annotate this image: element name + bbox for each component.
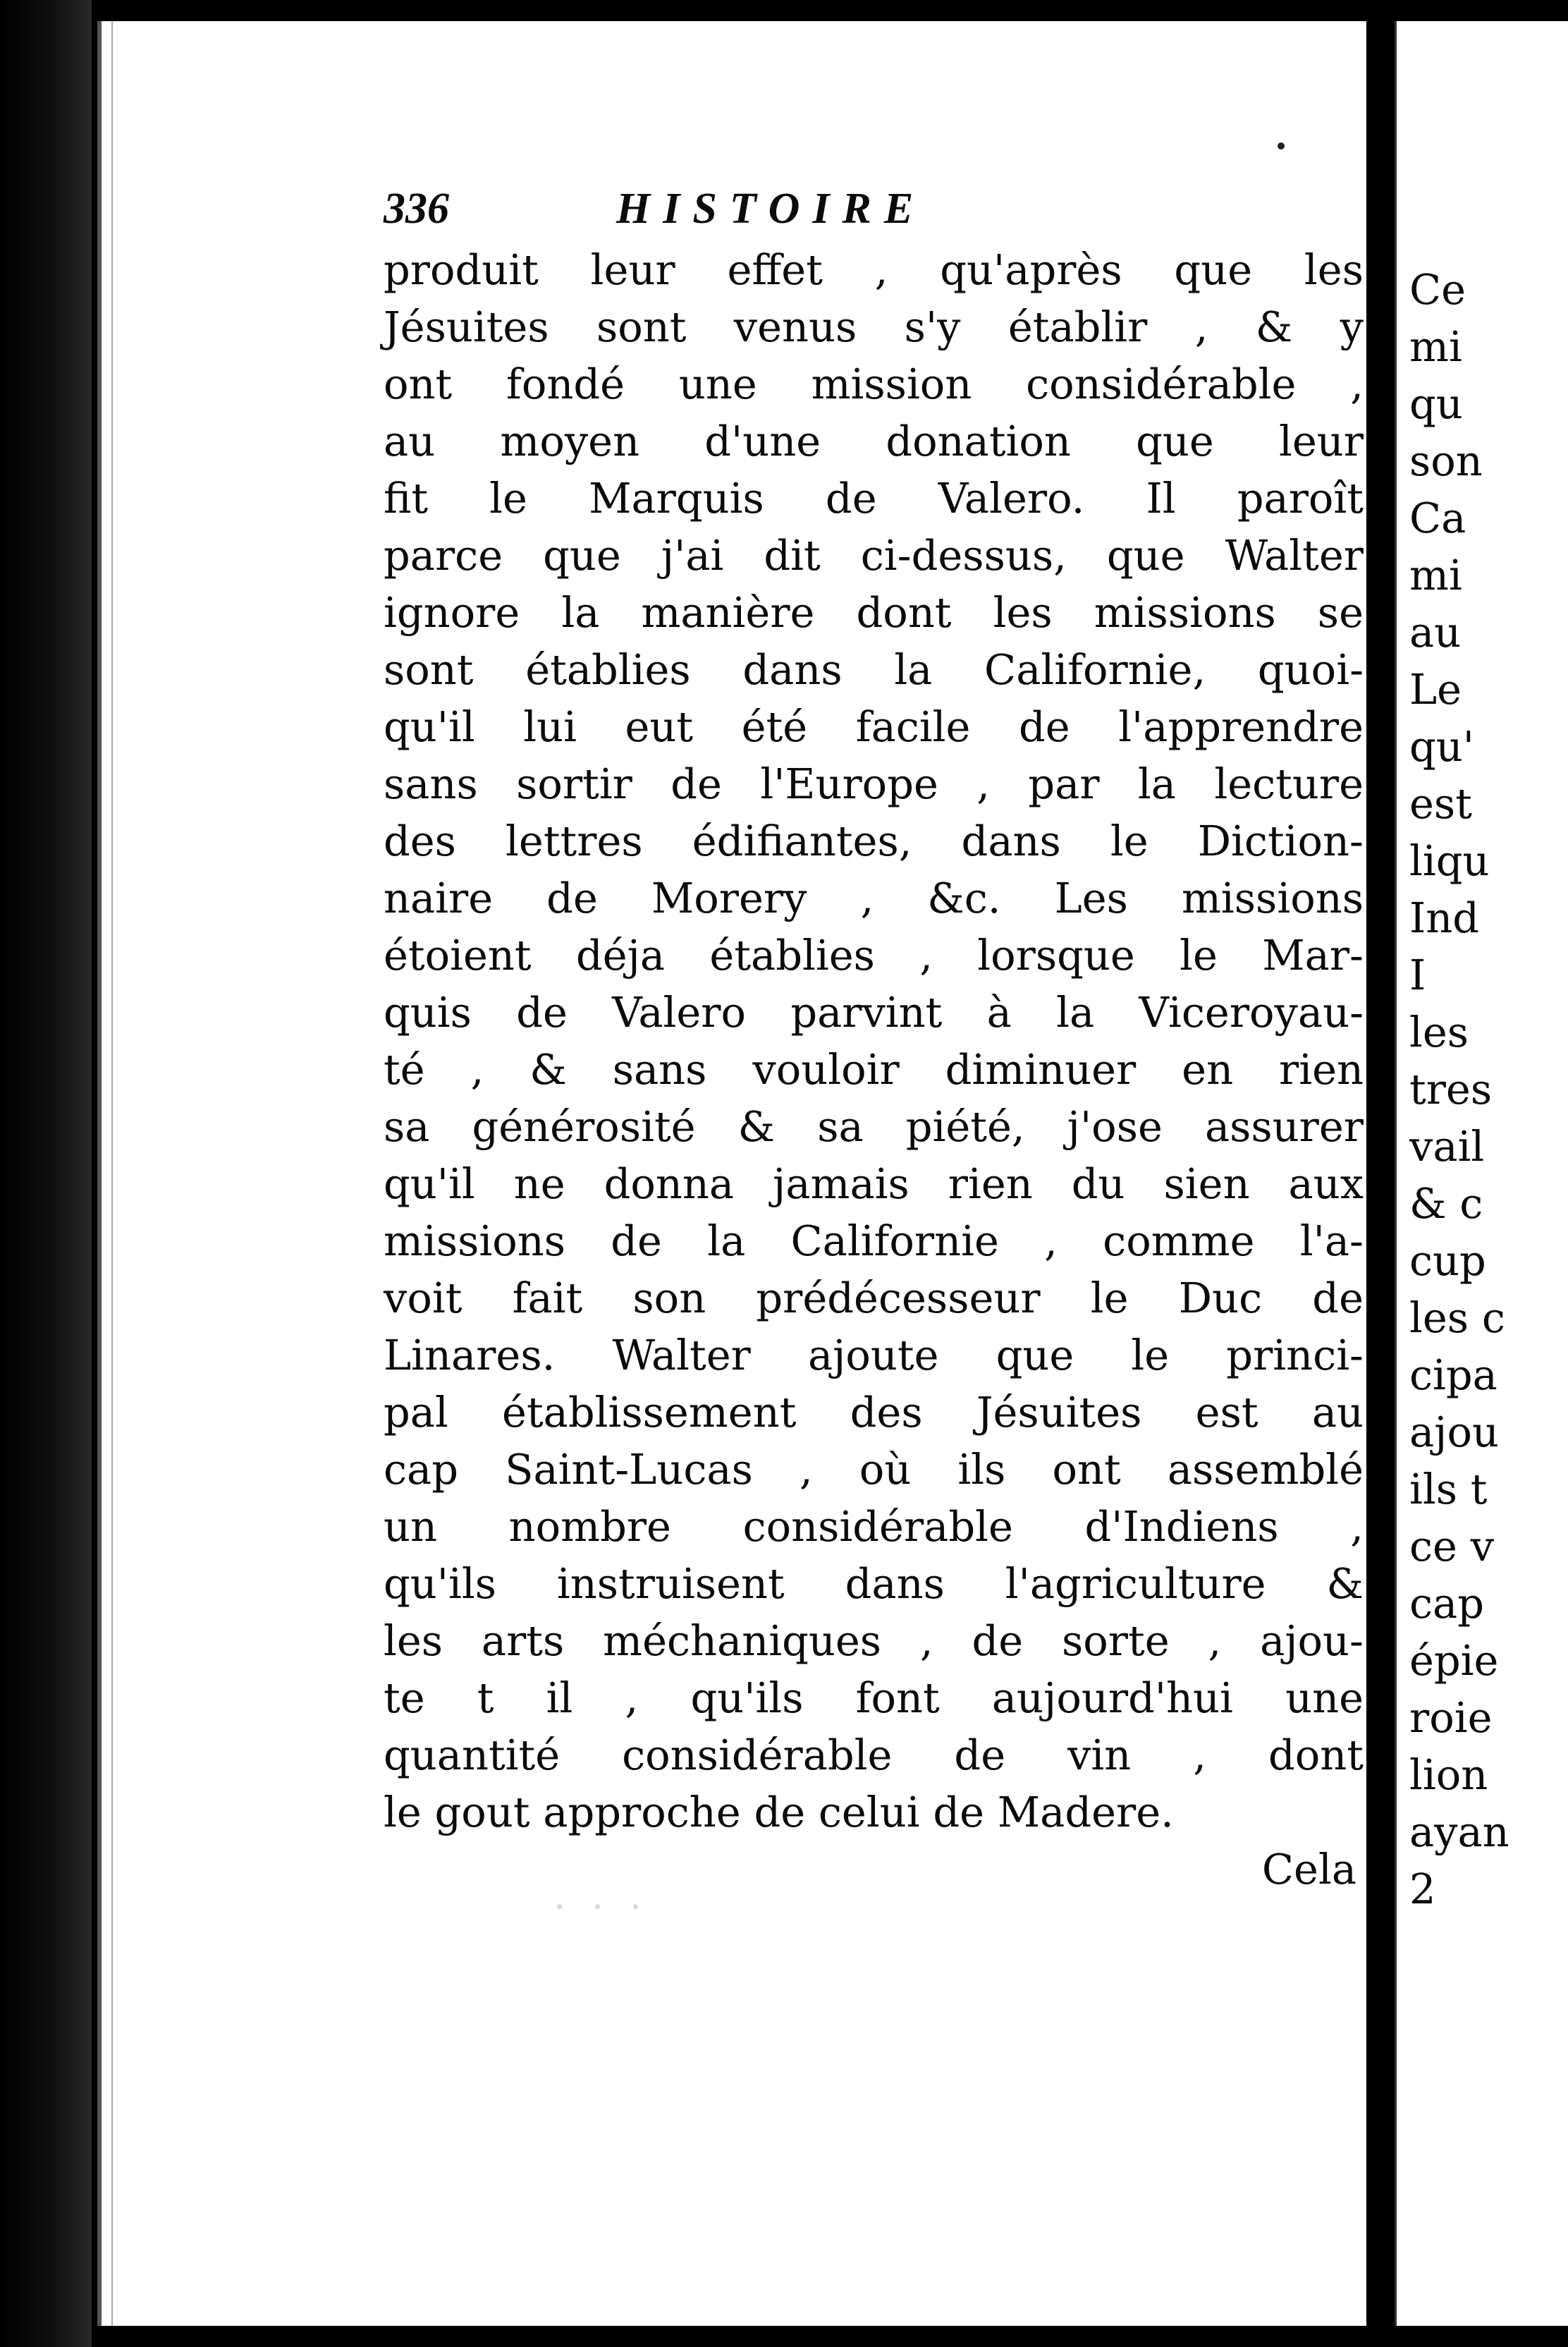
text-line: Ca <box>1409 494 1466 542</box>
text-line: I <box>1409 951 1426 999</box>
body-text <box>384 241 1364 1841</box>
text-line: fit le Marquis de Valero. Il paroît <box>384 474 1364 523</box>
text-line: Linares. Walter ajoute que le princi- <box>384 1331 1364 1379</box>
text-line: ils t <box>1409 1465 1488 1513</box>
text-line: qu' <box>1409 722 1474 771</box>
text-line: les c <box>1409 1293 1505 1342</box>
text-line: mi <box>1409 551 1462 599</box>
text-line: vail <box>1409 1122 1485 1171</box>
text-line: étoient déja établies , lorsque le Mar- <box>384 931 1364 980</box>
left-page <box>97 21 1366 2326</box>
left-page-text <box>384 176 1364 1898</box>
text-line: ayan <box>1409 1808 1509 1856</box>
text-line: Ind <box>1409 894 1480 942</box>
text-line: un nombre considérable d'Indiens , <box>384 1502 1364 1551</box>
show-through-ghost: · · · <box>553 1884 649 1930</box>
text-line: produit leur effet , qu'après que les <box>384 245 1364 294</box>
text-line: quantité considérable de vin , dont <box>384 1731 1364 1779</box>
text-line: naire de Morery , &c. Les missions <box>384 874 1364 922</box>
text-line: les <box>1409 1008 1469 1056</box>
text-line: sa générosité & sa piété, j'ose assurer <box>384 1102 1364 1151</box>
text-line: tres <box>1409 1065 1493 1114</box>
text-line: quis de Valero parvint à la Viceroyau- <box>384 988 1364 1037</box>
text-line: sont établies dans la Californie, quoi- <box>384 645 1364 694</box>
page-gutter <box>1366 0 1395 2347</box>
text-line: cap Saint-Lucas , où ils ont assemblé <box>384 1445 1364 1494</box>
text-line: té , & sans vouloir diminuer en rien <box>384 1045 1364 1094</box>
text-line: au moyen d'une donation que leur <box>384 417 1364 465</box>
text-line: missions de la Californie , comme l'a- <box>384 1217 1364 1265</box>
page-header <box>384 176 1364 241</box>
text-line: & c <box>1409 1179 1483 1228</box>
text-line: des lettres édifiantes, dans le Diction- <box>384 817 1364 865</box>
text-line: les arts méchaniques , de sorte , ajou- <box>384 1616 1364 1665</box>
text-line: est <box>1409 779 1472 828</box>
text-line: qu <box>1409 379 1463 428</box>
text-line: liqu <box>1409 836 1490 885</box>
text-line: épie <box>1409 1636 1499 1685</box>
running-head: HISTOIRE <box>616 185 926 233</box>
book-binding <box>0 0 92 2347</box>
right-page-text <box>1409 261 1509 1918</box>
text-line: qu'ils instruisent dans l'agriculture & <box>384 1559 1364 1608</box>
text-line: ignore la manière dont les missions se <box>384 588 1364 637</box>
text-line: cap <box>1409 1579 1484 1628</box>
text-line: cup <box>1409 1236 1486 1285</box>
text-line: qu'il lui eut été facile de l'apprendre <box>384 702 1364 751</box>
page-number: 336 <box>384 185 449 233</box>
text-line: ajou <box>1409 1408 1499 1456</box>
text-line: 2 <box>1409 1865 1436 1913</box>
text-line: cipa <box>1409 1351 1497 1399</box>
ink-dot <box>1278 142 1285 150</box>
text-line: ce v <box>1409 1522 1495 1571</box>
text-line: roie <box>1409 1693 1493 1742</box>
text-line: parce que j'ai dit ci-dessus, que Walter <box>384 531 1364 580</box>
text-line: qu'il ne donna jamais rien du sien aux <box>384 1159 1364 1208</box>
text-line: sans sortir de l'Europe , par la lecture <box>384 760 1364 808</box>
text-line: son <box>1409 437 1483 485</box>
text-line: Ce <box>1409 265 1466 314</box>
text-line: Jésuites sont venus s'y établir , & y <box>384 303 1364 351</box>
text-line: mi <box>1409 322 1462 371</box>
catchword: Cela <box>1261 1845 1356 1894</box>
text-line: pal établissement des Jésuites est au <box>384 1388 1364 1437</box>
text-line: le gout approche de celui de Madere. <box>384 1788 1174 1836</box>
text-line: Le <box>1409 665 1462 714</box>
text-line: lion <box>1409 1750 1488 1799</box>
right-page <box>1395 21 1568 2326</box>
text-line: te t il , qu'ils font aujourd'hui une <box>384 1674 1364 1722</box>
text-line: ont fondé une mission considérable , <box>384 360 1364 408</box>
page-edge-rule <box>111 21 113 2326</box>
text-line: au <box>1409 608 1462 657</box>
text-line: voit fait son prédécesseur le Duc de <box>384 1274 1364 1322</box>
